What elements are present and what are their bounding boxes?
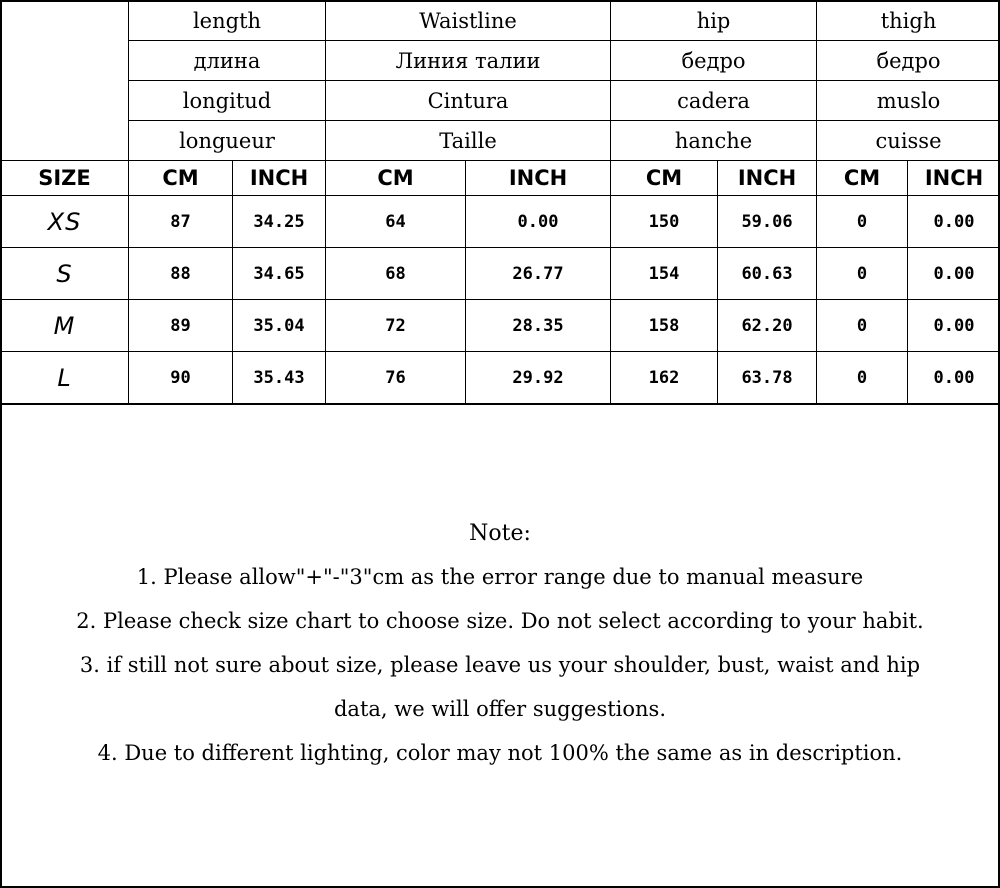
header-thigh-es: muslo [817,81,1000,121]
header-row-french [1,121,1000,161]
notes-title: Note: [469,521,531,546]
note-line: 3. if still not sure about size, please leave us your shoulder, bust, waist and hip [79,653,921,677]
size-label: L [1,352,129,404]
table-row [1,248,1000,300]
length-inch-cell: 34.65 [233,248,326,300]
header-length-en: length [129,1,326,41]
length-inch-cell: 34.25 [233,196,326,248]
unit-waist-inch: INCH [466,161,611,196]
length-cm-cell: 89 [129,300,233,352]
length-cm-cell: 87 [129,196,233,248]
waist-cm-cell: 68 [326,248,466,300]
waist-inch-cell: 26.77 [466,248,611,300]
note-line: data, we will offer suggestions. [333,697,667,721]
hip-inch-cell: 59.06 [718,196,817,248]
thigh-cm-cell: 0 [817,196,908,248]
header-waistline-fr: Taille [326,121,611,161]
hip-cm-cell: 158 [611,300,718,352]
waist-cm-cell: 64 [326,196,466,248]
thigh-inch-cell: 0.00 [908,300,1000,352]
notes-section [2,404,998,887]
table-row [1,352,1000,404]
header-length-fr: longueur [129,121,326,161]
unit-hip-inch: INCH [718,161,817,196]
header-hip-fr: hanche [611,121,817,161]
unit-row [1,161,1000,196]
unit-thigh-inch: INCH [908,161,1000,196]
hip-inch-cell: 63.78 [718,352,817,404]
waist-inch-cell: 28.35 [466,300,611,352]
waist-cm-cell: 72 [326,300,466,352]
thigh-inch-cell: 0.00 [908,248,1000,300]
header-length-ru: длина [129,41,326,81]
header-hip-es: cadera [611,81,817,121]
table-row [1,300,1000,352]
header-length-es: longitud [129,81,326,121]
length-cm-cell: 88 [129,248,233,300]
header-hip-en: hip [611,1,817,41]
note-line: 1. Please allow"+"-"3"cm as the error range due to manual measure [136,565,864,589]
thigh-cm-cell: 0 [817,300,908,352]
header-waistline-en: Waistline [326,1,611,41]
unit-waist-cm: CM [326,161,466,196]
header-waistline-es: Cintura [326,81,611,121]
size-label: S [1,248,129,300]
size-label: XS [1,196,129,248]
thigh-cm-cell: 0 [817,248,908,300]
table-row [1,196,1000,248]
waist-cm-cell: 76 [326,352,466,404]
unit-length-cm: CM [129,161,233,196]
length-cm-cell: 90 [129,352,233,404]
waist-inch-cell: 29.92 [466,352,611,404]
header-waistline-ru: Линия талии [326,41,611,81]
header-thigh-ru: бедро [817,41,1000,81]
thigh-inch-cell: 0.00 [908,196,1000,248]
unit-hip-cm: CM [611,161,718,196]
header-row-english [1,1,1000,41]
waist-inch-cell: 0.00 [466,196,611,248]
note-line: 2. Please check size chart to choose size. Do not select according to your habit. [76,609,924,633]
hip-inch-cell: 62.20 [718,300,817,352]
unit-thigh-cm: CM [817,161,908,196]
length-inch-cell: 35.43 [233,352,326,404]
unit-length-inch: INCH [233,161,326,196]
hip-cm-cell: 150 [611,196,718,248]
header-corner-blank [1,1,129,161]
header-thigh-en: thigh [817,1,1000,41]
header-hip-ru: бедро [611,41,817,81]
thigh-inch-cell: 0.00 [908,352,1000,404]
size-column-header: SIZE [1,161,129,196]
length-inch-cell: 35.04 [233,300,326,352]
thigh-cm-cell: 0 [817,352,908,404]
hip-cm-cell: 154 [611,248,718,300]
size-chart-table [0,0,1000,404]
header-thigh-fr: cuisse [817,121,1000,161]
header-row-spanish [1,81,1000,121]
hip-cm-cell: 162 [611,352,718,404]
size-label: M [1,300,129,352]
hip-inch-cell: 60.63 [718,248,817,300]
header-row-russian [1,41,1000,81]
note-line: 4. Due to different lighting, color may not 100% the same as in description. [97,741,903,765]
